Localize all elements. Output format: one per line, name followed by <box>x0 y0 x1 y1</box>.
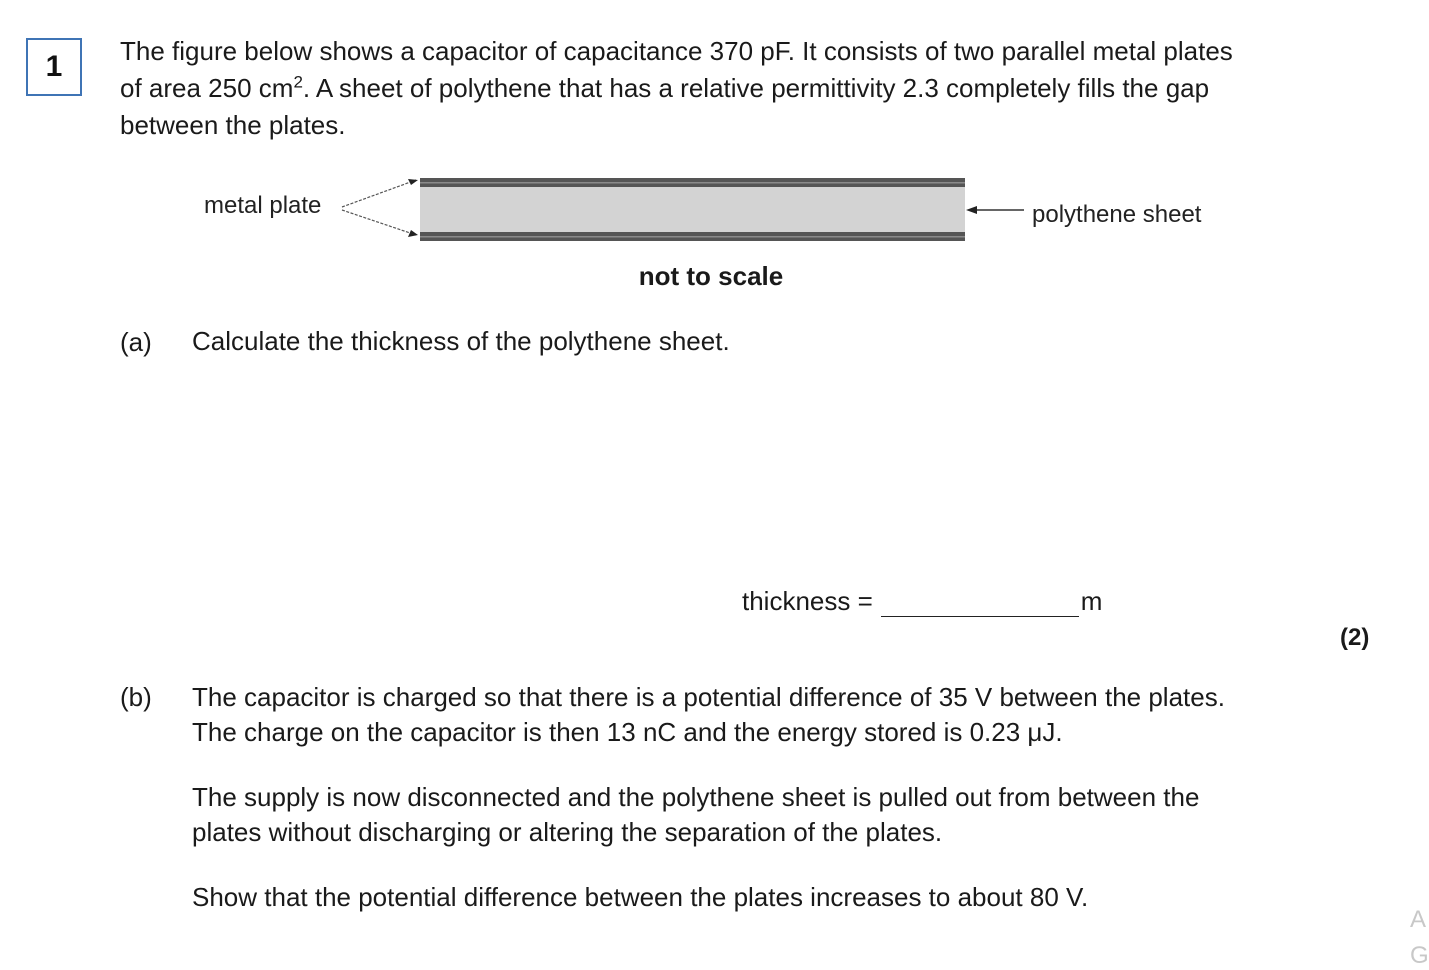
leader-line-top <box>342 180 416 207</box>
polythene-sheet-shape <box>420 187 965 233</box>
bottom-plate-highlight <box>420 236 965 238</box>
part-b-line-5: Show that the potential difference between the plates increases to about 80 V. <box>192 882 1089 912</box>
part-a-marks: (2) <box>1340 624 1370 651</box>
part-b-line-1: The capacitor is charged so that there is a potential difference of 35 V between the plates. <box>192 682 1225 712</box>
arrowhead-bottom <box>408 230 418 237</box>
part-b-paragraph-2 <box>192 780 1342 850</box>
capacitor-figure <box>0 160 1422 260</box>
part-b-label: (b) <box>120 682 152 712</box>
metal-plate-label: metal plate <box>204 192 322 219</box>
superscript-2: 2 <box>293 72 303 92</box>
intro-line-2-post: . A sheet of polythene that has a relative permittivity 2.3 completely fills the gap <box>302 73 1210 103</box>
intro-line-2-pre: of area 250 cm <box>120 73 294 103</box>
intro-line-3: between the plates. <box>120 110 346 140</box>
intro-line-1: The figure below shows a capacitor of capacitance 370 pF. It consists of two parallel metal plates <box>120 36 1233 66</box>
part-b-line-2: The charge on the capacitor is then 13 nC and the energy stored is 0.23 μJ. <box>192 717 1063 747</box>
question-intro <box>120 33 1350 144</box>
intro-line-2 <box>120 70 1350 107</box>
figure-caption: not to scale <box>638 261 784 291</box>
part-b-paragraph-1 <box>192 680 1342 750</box>
part-a-label: (a) <box>120 327 152 357</box>
thickness-unit: m <box>1080 586 1103 616</box>
part-b-paragraph-3 <box>192 880 1342 915</box>
edge-glyph-a: A <box>1410 906 1427 933</box>
thickness-answer-blank[interactable] <box>881 588 1079 617</box>
thickness-prefix: thickness = <box>742 586 873 616</box>
arrowhead-top <box>408 179 418 185</box>
part-b-line-4: plates without discharging or altering the separation of the plates. <box>192 817 943 847</box>
part-b-line-3: The supply is now disconnected and the polythene sheet is pulled out from between the <box>192 782 1200 812</box>
arrowhead-polythene <box>966 206 977 214</box>
top-plate-highlight <box>420 182 965 184</box>
polythene-sheet-label: polythene sheet <box>1032 201 1202 228</box>
part-a-question: Calculate the thickness of the polythene sheet. <box>192 326 730 356</box>
leader-line-bottom <box>342 210 416 235</box>
edge-glyph-g: G <box>1410 942 1429 969</box>
part-a-text <box>192 324 1342 359</box>
thickness-answer-row <box>742 586 1102 617</box>
question-number: 1 <box>26 38 82 96</box>
